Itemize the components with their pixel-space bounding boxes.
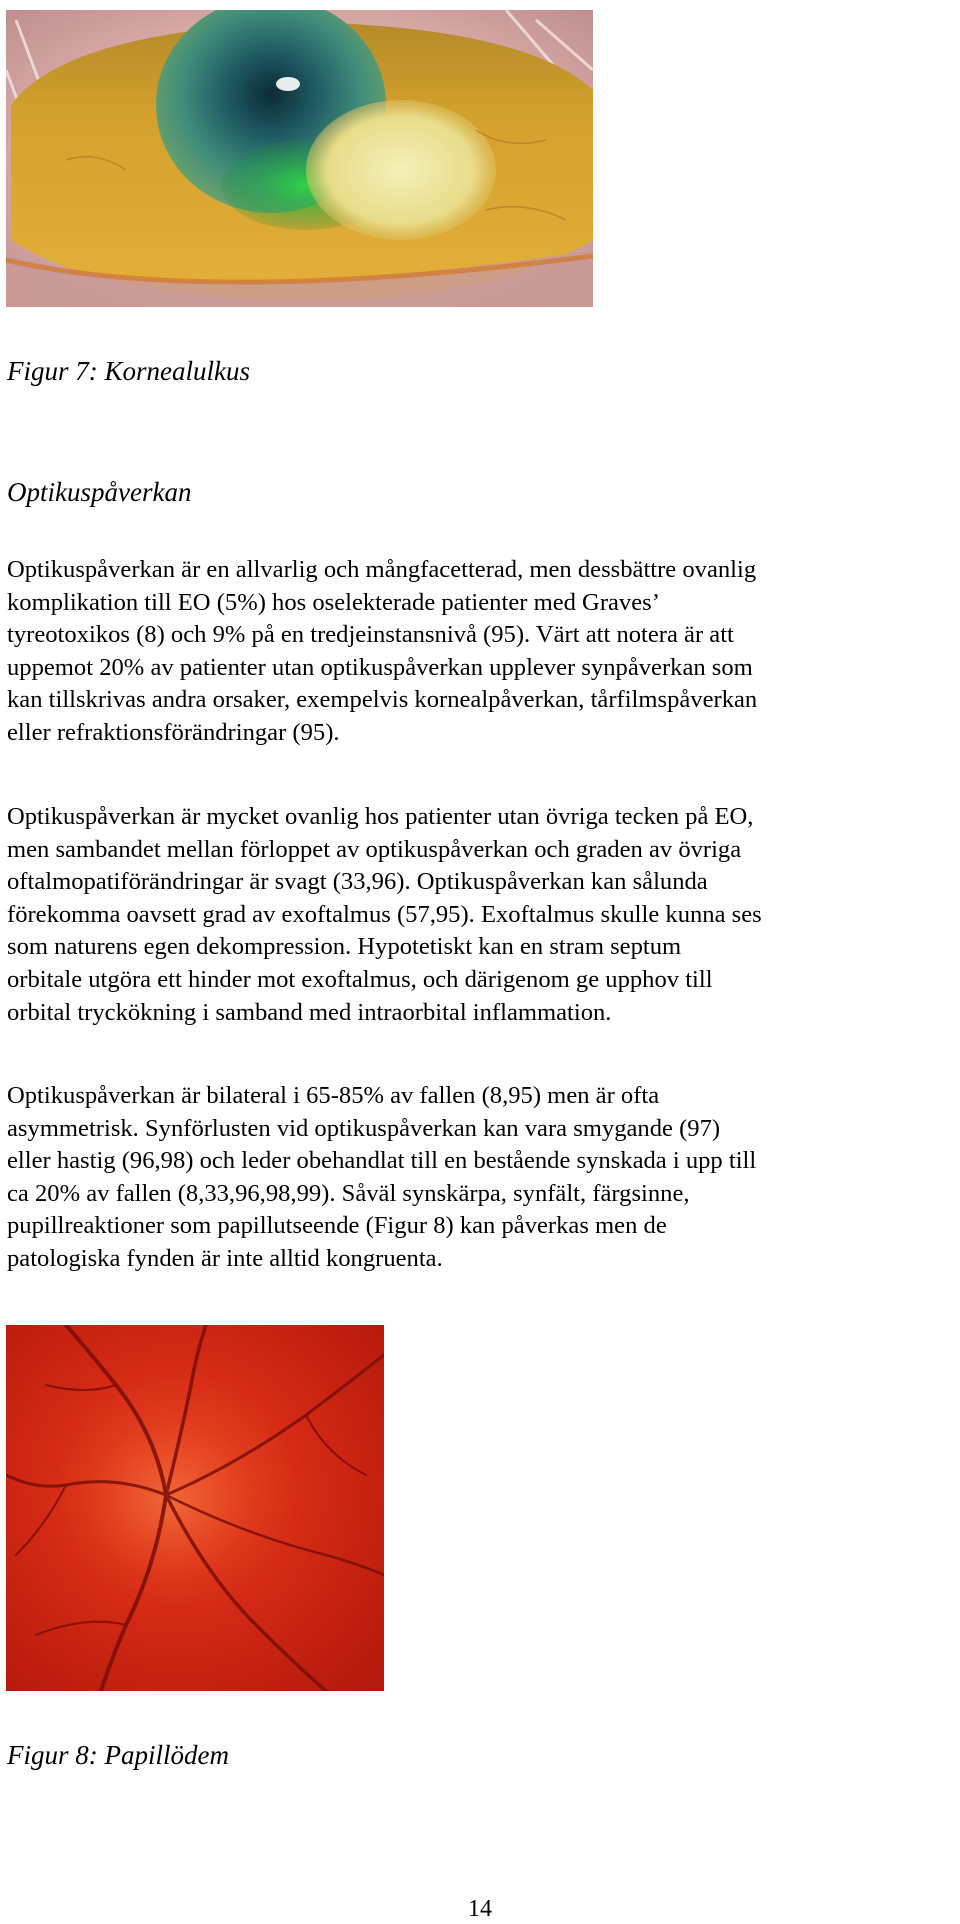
paragraph-line: patologiska fynden är inte alltid kongruenta. [7, 1244, 443, 1272]
paragraph-line: Optikuspåverkan är en allvarlig och mångfacetterad, men dessbättre ovanlig [7, 556, 757, 583]
page-number: 14 [468, 1896, 492, 1922]
paragraph-line: orbital tryckökning i samband med intraorbital inflammation. [7, 998, 612, 1026]
paragraph-3 [7, 1080, 955, 1276]
corneal-ulcer-photo [6, 10, 593, 307]
paragraph-line: Optikuspåverkan är mycket ovanlig hos patienter utan övriga tecken på EO, [7, 803, 754, 830]
paragraph-line: Optikuspåverkan är bilateral i 65-85% av fallen (8,95) men är ofta [7, 1082, 660, 1109]
paragraph-line: som naturens egen dekompression. Hypotetiskt kan en stram septum [7, 933, 682, 961]
paragraph-line: förekomma oavsett grad av exoftalmus (57,95). Exoftalmus skulle kunna ses [7, 900, 762, 928]
paragraph-line: komplikation till EO (5%) hos oselekterade patienter med Graves’ [7, 588, 660, 616]
paragraph-line: orbitale utgöra ett hinder mot exoftalmus, och därigenom ge upphov till [7, 965, 713, 993]
paragraph-line: eller hastig (96,98) och leder obehandlat till en bestående synskada i upp till [7, 1147, 757, 1175]
paragraph-line: tyreotoxikos (8) och 9% på en tredjeinstansnivå (95). Värt att notera är att [7, 621, 734, 649]
paragraph-line: oftalmopatiförändringar är svagt (33,96). Optikuspåverkan kan sålunda [7, 868, 708, 896]
figure-8-caption: Figur 8: Papillödem [7, 1740, 229, 1770]
figure-7-caption: Figur 7: Kornealulkus [7, 356, 250, 386]
paragraph-line: ca 20% av fallen (8,33,96,98,99). Såväl synskärpa, synfält, färgsinne, [7, 1179, 690, 1207]
paragraph-line: pupillreaktioner som papillutseende (Figur 8) kan påverkas men de [7, 1212, 667, 1240]
paragraph-2 [7, 801, 955, 1029]
paragraph-line: men sambandet mellan förloppet av optikuspåverkan och graden av övriga [7, 835, 742, 863]
paragraph-line: eller refraktionsförändringar (95). [7, 718, 340, 746]
section-heading: Optikuspåverkan [7, 477, 192, 507]
papilledema-fundus-photo [6, 1325, 384, 1691]
paragraph-1 [7, 554, 955, 750]
paragraph-line: asymmetrisk. Synförlusten vid optikuspåverkan kan vara smygande (97) [7, 1114, 721, 1142]
paragraph-line: kan tillskrivas andra orsaker, exempelvis kornealpåverkan, tårfilmspåverkan [7, 686, 758, 714]
paragraph-line: uppemot 20% av patienter utan optikuspåverkan upplever synpåverkan som [7, 653, 753, 681]
